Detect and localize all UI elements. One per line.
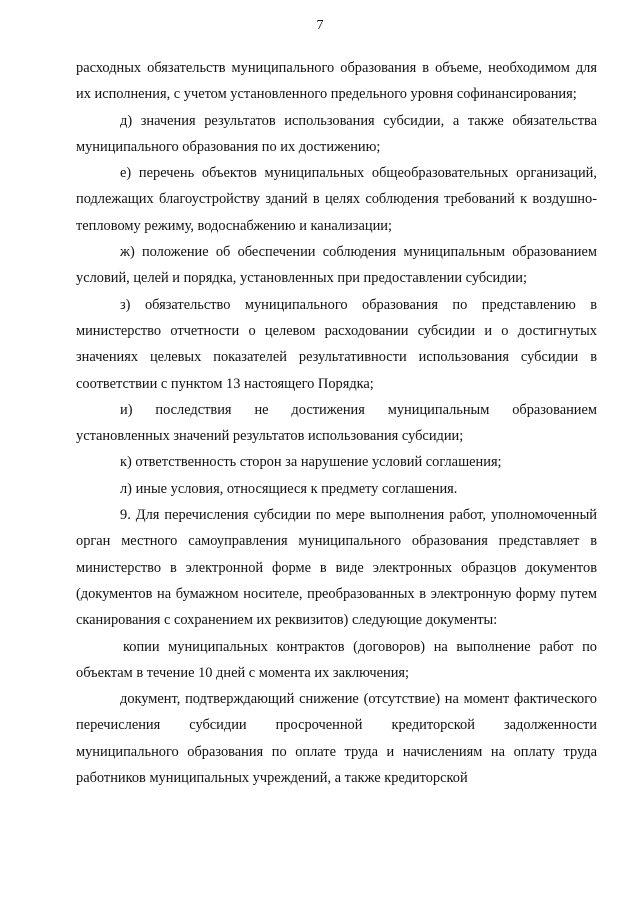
paragraph-item-i: и) последствия не достижения муниципальным образованием установленных значений результатов использования субсидии; <box>76 401 597 445</box>
paragraph-section-9: 9. Для перечисления субсидии по мере выполнения работ, уполномоченный орган местного самоуправления муниципального образования представляет в министерство в электронной форме в виде электронных образцов документов (документов на бумажном носителе, преобразованных в электронную форму путем сканирования с сохранением их реквизитов) следующие документы: <box>76 507 597 629</box>
paragraph-item-z: з) обязательство муниципального образования по представлению в министерство отчетности о целевом расходовании субсидии и о достигнутых значениях целевых показателей результативности использования субсидии в соответствии с пунктом 13 настоящего Порядка; <box>76 296 597 392</box>
page-number: 7 <box>316 18 324 33</box>
paragraph-item-d: д) значения результатов использования субсидии, а также обязательства муниципального образования по их достижению; <box>76 112 597 155</box>
paragraph-item-l: л) иные условия, относящиеся к предмету соглашения. <box>120 480 458 497</box>
paragraph-contracts: копии муниципальных контрактов (договоров) на выполнение работ по объектам в течение 10 дней с момента их заключения; <box>76 638 597 681</box>
document-body <box>76 55 597 791</box>
paragraph-debt-document: документ, подтверждающий снижение (отсутствие) на момент фактического перечисления субсидии просроченной кредиторской задолженности муниципального образования по оплате труда и начислениям на оплату труда работников муниципальных учреждений, а также кредиторской <box>76 691 597 787</box>
paragraph-continuation: расходных обязательств муниципального образования в объеме, необходимом для их исполнения, с учетом установленного предельного уровня софинансирования; <box>76 60 597 103</box>
paragraph-item-k: к) ответственность сторон за нарушение условий соглашения; <box>120 454 502 471</box>
paragraph-item-e: е) перечень объектов муниципальных общеобразовательных организаций, подлежащих благоустройству зданий в целях соблюдения требований к воздушно-тепловому режиму, водоснабжению и канализации; <box>76 165 597 234</box>
paragraph-item-zh: ж) положение об обеспечении соблюдения муниципальным образованием условий, целей и порядка, установленных при предоставлении субсидии; <box>76 244 597 287</box>
